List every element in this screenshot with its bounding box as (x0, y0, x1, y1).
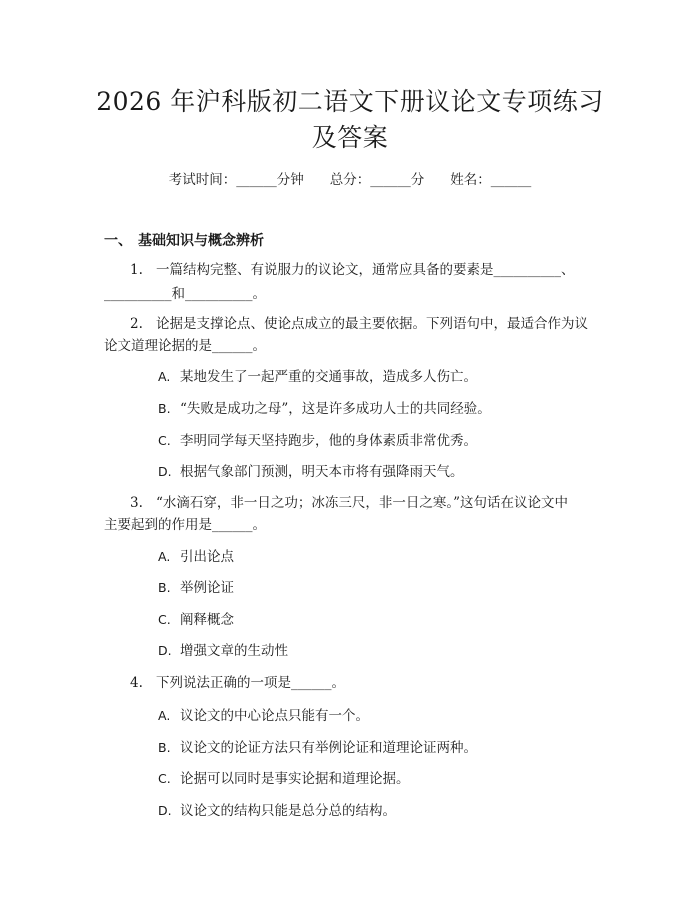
option-text: 阐释概念 (180, 612, 234, 628)
option-text: 引出论点 (180, 549, 234, 565)
option-letter: A. (158, 549, 171, 564)
option-text: 增强文章的生动性 (180, 643, 288, 659)
document-title-line-1: 2026 年沪科版初二语文下册议论文专项练习 (96, 87, 604, 116)
question-2-option-c (158, 430, 477, 452)
option-letter: B. (158, 740, 171, 755)
option-letter: C. (158, 612, 171, 627)
exam-meta (0, 168, 700, 188)
question-3-line-1 (130, 492, 568, 514)
option-letter: C. (158, 771, 171, 786)
option-text: 举例论证 (180, 580, 234, 596)
section-number: 一、 (104, 233, 132, 249)
question-2-line-2: 论文道理论据的是______。 (104, 338, 266, 354)
student-name-field: 姓名：______ (450, 172, 532, 188)
section-heading (104, 230, 264, 250)
document-title-line-2: 及答案 (311, 123, 389, 152)
exam-time-field: 考试时间：______分钟 (168, 172, 304, 188)
question-3-option-d (158, 640, 288, 662)
option-letter: C. (158, 433, 171, 448)
option-text: 议论文的结构只能是总分总的结构。 (180, 803, 396, 819)
question-2-option-d (158, 461, 464, 483)
question-3-line-2: 主要起到的作用是______。 (104, 517, 266, 533)
question-1-line-2: __________和__________。 (104, 286, 266, 302)
question-2-number: 2. (130, 316, 143, 332)
option-text: 论据可以同时是事实论据和道理论据。 (180, 771, 410, 787)
option-text: “失败是成功之母”，这是许多成功人士的共同经验。 (180, 401, 491, 417)
option-letter: D. (158, 803, 172, 818)
question-3-option-c (158, 609, 234, 631)
question-4-number: 4. (130, 675, 143, 691)
option-letter: D. (158, 464, 172, 479)
question-2-option-b (158, 398, 491, 420)
question-4-option-c (158, 768, 410, 790)
question-4-text: 下列说法正确的一项是______。 (156, 675, 345, 691)
option-letter: A. (158, 708, 171, 723)
question-2-text: 论据是支撑论点、使论点成立的最主要依据。下列语句中，最适合作为议 (156, 316, 588, 332)
question-3-option-b (158, 577, 234, 599)
option-text: 议论文的论证方法只有举例论证和道理论证两种。 (180, 740, 477, 756)
option-text: 根据气象部门预测，明天本市将有强降雨天气。 (180, 464, 464, 480)
question-4-option-a (158, 705, 369, 727)
option-text: 李明同学每天坚持跑步，他的身体素质非常优秀。 (180, 433, 477, 449)
option-text: 某地发生了一起严重的交通事故，造成多人伤亡。 (180, 369, 477, 385)
option-letter: B. (158, 580, 171, 595)
question-3-option-a (158, 546, 234, 568)
option-letter: B. (158, 401, 171, 416)
question-4-option-b (158, 737, 477, 759)
option-letter: D. (158, 643, 172, 658)
question-4-option-d (158, 800, 396, 822)
question-3-text: “水滴石穿，非一日之功；冰冻三尺，非一日之寒。”这句话在议论文中 (156, 495, 569, 511)
section-title: 基础知识与概念辨析 (138, 233, 264, 249)
option-text: 议论文的中心论点只能有一个。 (180, 708, 369, 724)
question-2-line-1 (130, 313, 588, 335)
question-2-option-a (158, 366, 477, 388)
total-score-field: 总分：______分 (329, 172, 425, 188)
question-3-number: 3. (130, 495, 143, 511)
option-letter: A. (158, 369, 171, 384)
question-4-line-1 (130, 672, 345, 694)
question-1-line-1 (130, 259, 575, 281)
question-1-text: 一篇结构完整、有说服力的议论文，通常应具备的要素是__________、 (156, 262, 575, 278)
question-1-number: 1. (130, 262, 143, 278)
